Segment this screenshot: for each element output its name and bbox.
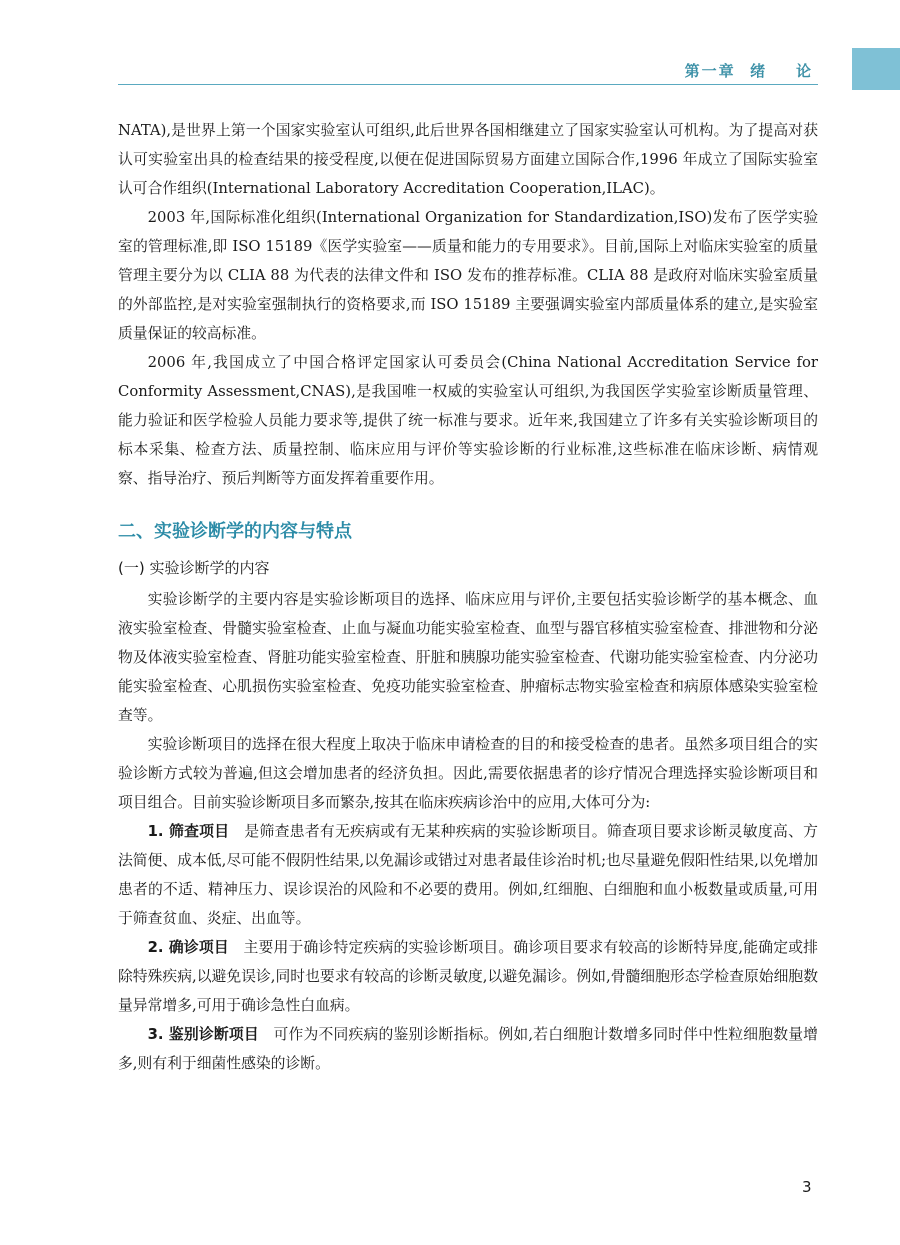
list-item-differential [118, 1020, 818, 1078]
term-text: 主要用于确诊特定疾病的实验诊断项目。确诊项目要求有较高的诊断特异度,能确定或排除特殊疾病,以避免误诊,同时也要求有较高的诊断灵敏度,以避免漏诊。例如,骨髓细胞形态学检查原始细胞数量异常增多,可用于确诊急性白血病。 [118, 939, 818, 1014]
chapter-title: 第一章 绪 论 [684, 62, 813, 80]
page-number: 3 [802, 1178, 812, 1196]
paragraph-cnas: 2006 年,我国成立了中国合格评定国家认可委员会(China National Accreditation Service for Conformity Assessment,CNAS),是我国唯一权威的实验室认可组织,为我国医学实验室诊断质量管理、能力验证和医学检验人员能力要求等,提供了统一标准与要求。近年来,我国建立了许多有关实验诊断项目的标本采集、检查方法、质量控制、临床应用与评价等实验诊断的行业标准,这些标准在临床诊断、病情观察、指导治疗、预后判断等方面发挥着重要作用。 [118, 354, 818, 487]
paragraph-selection: 实验诊断项目的选择在很大程度上取决于临床申请检查的目的和接受检查的患者。虽然多项目组合的实验诊断方式较为普遍,但这会增加患者的经济负担。因此,需要依据患者的诊疗情况合理选择实验诊断项目和项目组合。目前实验诊断项目多而繁杂,按其在临床疾病诊治中的应用,大体可分为: [118, 736, 818, 811]
subsection-heading: (一) 实验诊断学的内容 [118, 559, 270, 577]
term-text: 是筛查患者有无疾病或有无某种疾病的实验诊断项目。筛查项目要求诊断灵敏度高、方法简便、成本低,尽可能不假阴性结果,以免漏诊或错过对患者最佳诊治时机;也尽量避免假阳性结果,以免增加患者的不适、精神压力、误诊误治的风险和不必要的费用。例如,红细胞、白细胞和血小板数量或质量,可用于筛查贫血、炎症、出血等。 [118, 823, 818, 927]
term-text: 可作为不同疾病的鉴别诊断指标。例如,若白细胞计数增多同时伴中性粒细胞数量增多,则有利于细菌性感染的诊断。 [118, 1026, 818, 1072]
chapter-side-tab [852, 48, 900, 90]
section-heading: 二、实验诊断学的内容与特点 [118, 521, 352, 542]
page-body [118, 116, 818, 1078]
paragraph-nata: NATA),是世界上第一个国家实验室认可组织,此后世界各国相继建立了国家实验室认可机构。为了提高对获认可实验室出具的检查结果的接受程度,以便在促进国际贸易方面建立国际合作,1996 年成立了国际实验室认可合作组织(International Laboratory Accreditation Cooperation,ILAC)。 [118, 122, 818, 197]
running-header [118, 58, 818, 85]
list-item-screening [118, 817, 818, 933]
term-label: 1. 筛查项目 [147, 823, 230, 840]
paragraph-iso: 2003 年,国际标准化组织(International Organization for Standardization,ISO)发布了医学实验室的管理标准,即 ISO 15189《医学实验室——质量和能力的专用要求》。目前,国际上对临床实验室的质量管理主要分为以 CLIA 88 为代表的法律文件和 ISO 发布的推荐标准。CLIA 88 是政府对临床实验室质量的外部监控,是对实验室强制执行的资格要求,而 ISO 15189 主要强调实验室内部质量体系的建立,是实验室质量保证的较高标准。 [118, 209, 818, 342]
term-label: 3. 鉴别诊断项目 [147, 1026, 259, 1043]
term-label: 2. 确诊项目 [147, 939, 229, 956]
list-item-confirmation [118, 933, 818, 1020]
paragraph-content: 实验诊断学的主要内容是实验诊断项目的选择、临床应用与评价,主要包括实验诊断学的基本概念、血液实验室检查、骨髓实验室检查、止血与凝血功能实验室检查、血型与器官移植实验室检查、排泄物和分泌物及体液实验室检查、肾脏功能实验室检查、肝脏和胰腺功能实验室检查、代谢功能实验室检查、内分泌功能实验室检查、心肌损伤实验室检查、免疫功能实验室检查、肿瘤标志物实验室检查和病原体感染实验室检查等。 [118, 591, 818, 724]
